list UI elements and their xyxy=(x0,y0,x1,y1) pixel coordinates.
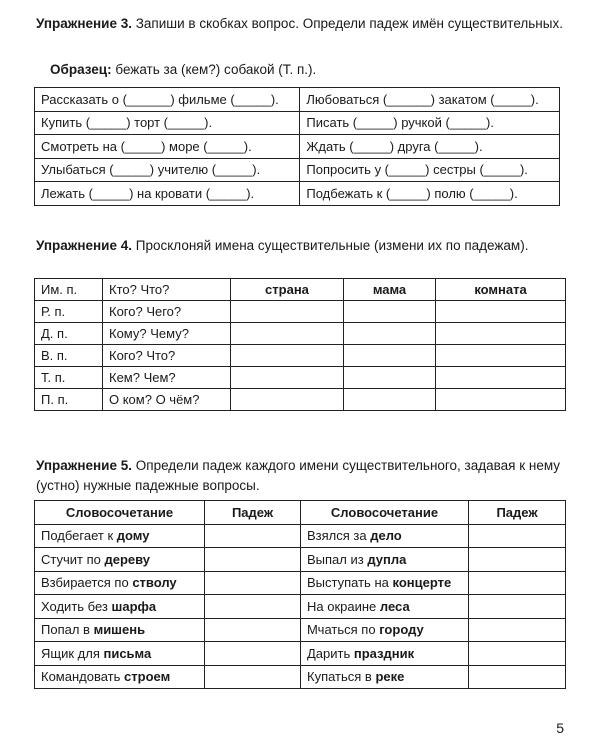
phrase-prefix: Попал в xyxy=(41,622,90,638)
exercise-3-row xyxy=(35,158,560,182)
phrase-prefix: Подбегает к xyxy=(41,528,114,544)
sample-label: Образец: xyxy=(50,62,112,77)
phrase-cell xyxy=(301,571,469,595)
phrase-prefix: Выступать на xyxy=(307,575,389,591)
phrase-noun: праздник xyxy=(353,645,415,661)
answer-cell[interactable] xyxy=(231,367,344,389)
phrase-row xyxy=(35,642,566,666)
noun-header: комната xyxy=(436,279,566,301)
phrase-header: Словосочетание xyxy=(35,501,205,525)
case-cell: П. п. xyxy=(35,389,103,411)
exercise-5-text: Определи падеж каждого имени существительного, задавая к нему (устно) нужные падежные вопросы. xyxy=(36,458,561,493)
answer-cell[interactable] xyxy=(231,389,344,411)
case-answer-cell[interactable] xyxy=(469,642,566,666)
phrase-cell xyxy=(301,665,469,689)
phrase-noun: дереву xyxy=(104,551,151,567)
case-header: Падеж xyxy=(469,501,566,525)
noun-header: страна xyxy=(231,279,344,301)
exercise-3-heading xyxy=(36,14,566,34)
phrase-prefix: Взялся за xyxy=(307,528,367,544)
case-answer-cell[interactable] xyxy=(205,665,301,689)
phrases-header-row xyxy=(35,501,566,525)
case-answer-cell[interactable] xyxy=(205,548,301,572)
exercise-3-table xyxy=(34,87,560,206)
fill-in-phrase[interactable]: Ждать (_____) друга (_____). xyxy=(300,135,560,159)
page-number: 5 xyxy=(556,720,564,736)
case-cell: Д. п. xyxy=(35,323,103,345)
question-cell: Кто? Что? xyxy=(103,279,231,301)
phrase-cell xyxy=(35,524,205,548)
phrase-row xyxy=(35,571,566,595)
answer-cell[interactable] xyxy=(343,301,435,323)
phrase-prefix: Взбирается по xyxy=(41,575,129,591)
question-cell: Кого? Чего? xyxy=(103,301,231,323)
answer-cell[interactable] xyxy=(343,323,435,345)
fill-in-phrase[interactable]: Улыбаться (_____) учителю (_____). xyxy=(35,158,300,182)
phrase-prefix: Ходить без xyxy=(41,598,108,614)
answer-cell[interactable] xyxy=(231,301,344,323)
phrase-noun: мишень xyxy=(93,622,146,638)
exercise-3-title: Упражнение 3. xyxy=(36,16,132,31)
exercise-4-title: Упражнение 4. xyxy=(36,238,132,253)
phrase-prefix: Дарить xyxy=(307,645,351,661)
answer-cell[interactable] xyxy=(231,345,344,367)
exercise-5-heading xyxy=(36,456,566,496)
exercise-5-title: Упражнение 5. xyxy=(36,458,132,473)
declension-header-row xyxy=(35,279,566,301)
fill-in-phrase[interactable]: Писать (_____) ручкой (_____). xyxy=(300,111,560,135)
phrase-cell xyxy=(301,524,469,548)
exercise-3-sample xyxy=(50,62,316,77)
case-cell: Т. п. xyxy=(35,367,103,389)
phrase-cell xyxy=(35,571,205,595)
phrase-row xyxy=(35,548,566,572)
phrase-noun: дело xyxy=(370,528,402,544)
phrase-prefix: Стучит по xyxy=(41,551,101,567)
exercise-3-row xyxy=(35,111,560,135)
answer-cell[interactable] xyxy=(343,367,435,389)
declension-row xyxy=(35,345,566,367)
question-cell: Кого? Что? xyxy=(103,345,231,367)
fill-in-phrase[interactable]: Рассказать о (______) фильме (_____). xyxy=(35,88,300,112)
case-answer-cell[interactable] xyxy=(469,665,566,689)
phrase-prefix: Ящик для xyxy=(41,645,100,661)
fill-in-phrase[interactable]: Попросить у (_____) сестры (_____). xyxy=(300,158,560,182)
phrase-row xyxy=(35,618,566,642)
phrase-noun: леса xyxy=(379,598,410,614)
declension-row xyxy=(35,367,566,389)
phrase-cell xyxy=(35,548,205,572)
phrase-noun: городу xyxy=(379,622,424,638)
phrase-row xyxy=(35,665,566,689)
case-answer-cell[interactable] xyxy=(469,524,566,548)
exercise-3-row xyxy=(35,135,560,159)
case-answer-cell[interactable] xyxy=(205,524,301,548)
case-answer-cell[interactable] xyxy=(469,548,566,572)
phrase-noun: концерте xyxy=(392,575,452,591)
phrase-cell xyxy=(35,618,205,642)
phrase-header: Словосочетание xyxy=(301,501,469,525)
case-answer-cell[interactable] xyxy=(469,618,566,642)
case-answer-cell[interactable] xyxy=(205,571,301,595)
phrase-prefix: Выпал из xyxy=(307,551,364,567)
phrase-row xyxy=(35,524,566,548)
exercise-4-text: Просклоняй имена существительные (измени их по падежам). xyxy=(135,238,529,253)
answer-cell[interactable] xyxy=(343,389,435,411)
phrase-prefix: Купаться в xyxy=(307,669,372,685)
noun-header: мама xyxy=(343,279,435,301)
declension-row xyxy=(35,301,566,323)
phrase-prefix: Мчаться по xyxy=(307,622,376,638)
phrase-cell xyxy=(301,618,469,642)
answer-cell[interactable] xyxy=(231,323,344,345)
declension-row xyxy=(35,323,566,345)
phrase-row xyxy=(35,595,566,619)
exercise-3-row xyxy=(35,88,560,112)
case-cell: Им. п. xyxy=(35,279,103,301)
phrase-cell xyxy=(301,548,469,572)
phrase-cell xyxy=(301,595,469,619)
phrase-noun: письма xyxy=(103,645,152,661)
phrase-noun: строем xyxy=(124,669,171,685)
phrase-cell xyxy=(35,642,205,666)
answer-cell[interactable] xyxy=(436,367,566,389)
phrase-cell xyxy=(35,665,205,689)
case-answer-cell[interactable] xyxy=(205,618,301,642)
phrase-noun: дупла xyxy=(367,551,407,567)
case-answer-cell[interactable] xyxy=(469,571,566,595)
answer-cell[interactable] xyxy=(436,389,566,411)
case-answer-cell[interactable] xyxy=(205,642,301,666)
question-cell: Кому? Чему? xyxy=(103,323,231,345)
phrase-cell xyxy=(301,642,469,666)
fill-in-phrase[interactable]: Купить (_____) торт (_____). xyxy=(35,111,300,135)
fill-in-phrase[interactable]: Любоваться (______) закатом (_____). xyxy=(300,88,560,112)
phrase-cell xyxy=(35,595,205,619)
case-answer-cell[interactable] xyxy=(205,595,301,619)
answer-cell[interactable] xyxy=(343,345,435,367)
fill-in-phrase[interactable]: Смотреть на (_____) море (_____). xyxy=(35,135,300,159)
phrase-noun: реке xyxy=(375,669,405,685)
phrase-noun: шарфа xyxy=(111,598,157,614)
exercise-4-table xyxy=(34,278,566,411)
case-answer-cell[interactable] xyxy=(469,595,566,619)
answer-cell[interactable] xyxy=(436,323,566,345)
exercise-5-table xyxy=(34,500,566,689)
case-cell: В. п. xyxy=(35,345,103,367)
exercise-3-text: Запиши в скобках вопрос. Определи падеж имён существительных. xyxy=(135,16,563,31)
exercise-4-heading xyxy=(36,236,566,256)
phrase-prefix: На окраине xyxy=(307,598,377,614)
declension-row xyxy=(35,389,566,411)
question-cell: О ком? О чём? xyxy=(103,389,231,411)
phrase-noun: стволу xyxy=(132,575,177,591)
phrase-noun: дому xyxy=(116,528,150,544)
case-cell: Р. п. xyxy=(35,301,103,323)
case-header: Падеж xyxy=(205,501,301,525)
fill-in-phrase[interactable]: Лежать (_____) на кровати (_____). xyxy=(35,182,300,206)
phrase-prefix: Командовать xyxy=(41,669,121,685)
sample-text: бежать за (кем?) собакой (Т. п.). xyxy=(115,62,317,77)
fill-in-phrase[interactable]: Подбежать к (_____) полю (_____). xyxy=(300,182,560,206)
answer-cell[interactable] xyxy=(436,301,566,323)
question-cell: Кем? Чем? xyxy=(103,367,231,389)
exercise-3-row xyxy=(35,182,560,206)
answer-cell[interactable] xyxy=(436,345,566,367)
